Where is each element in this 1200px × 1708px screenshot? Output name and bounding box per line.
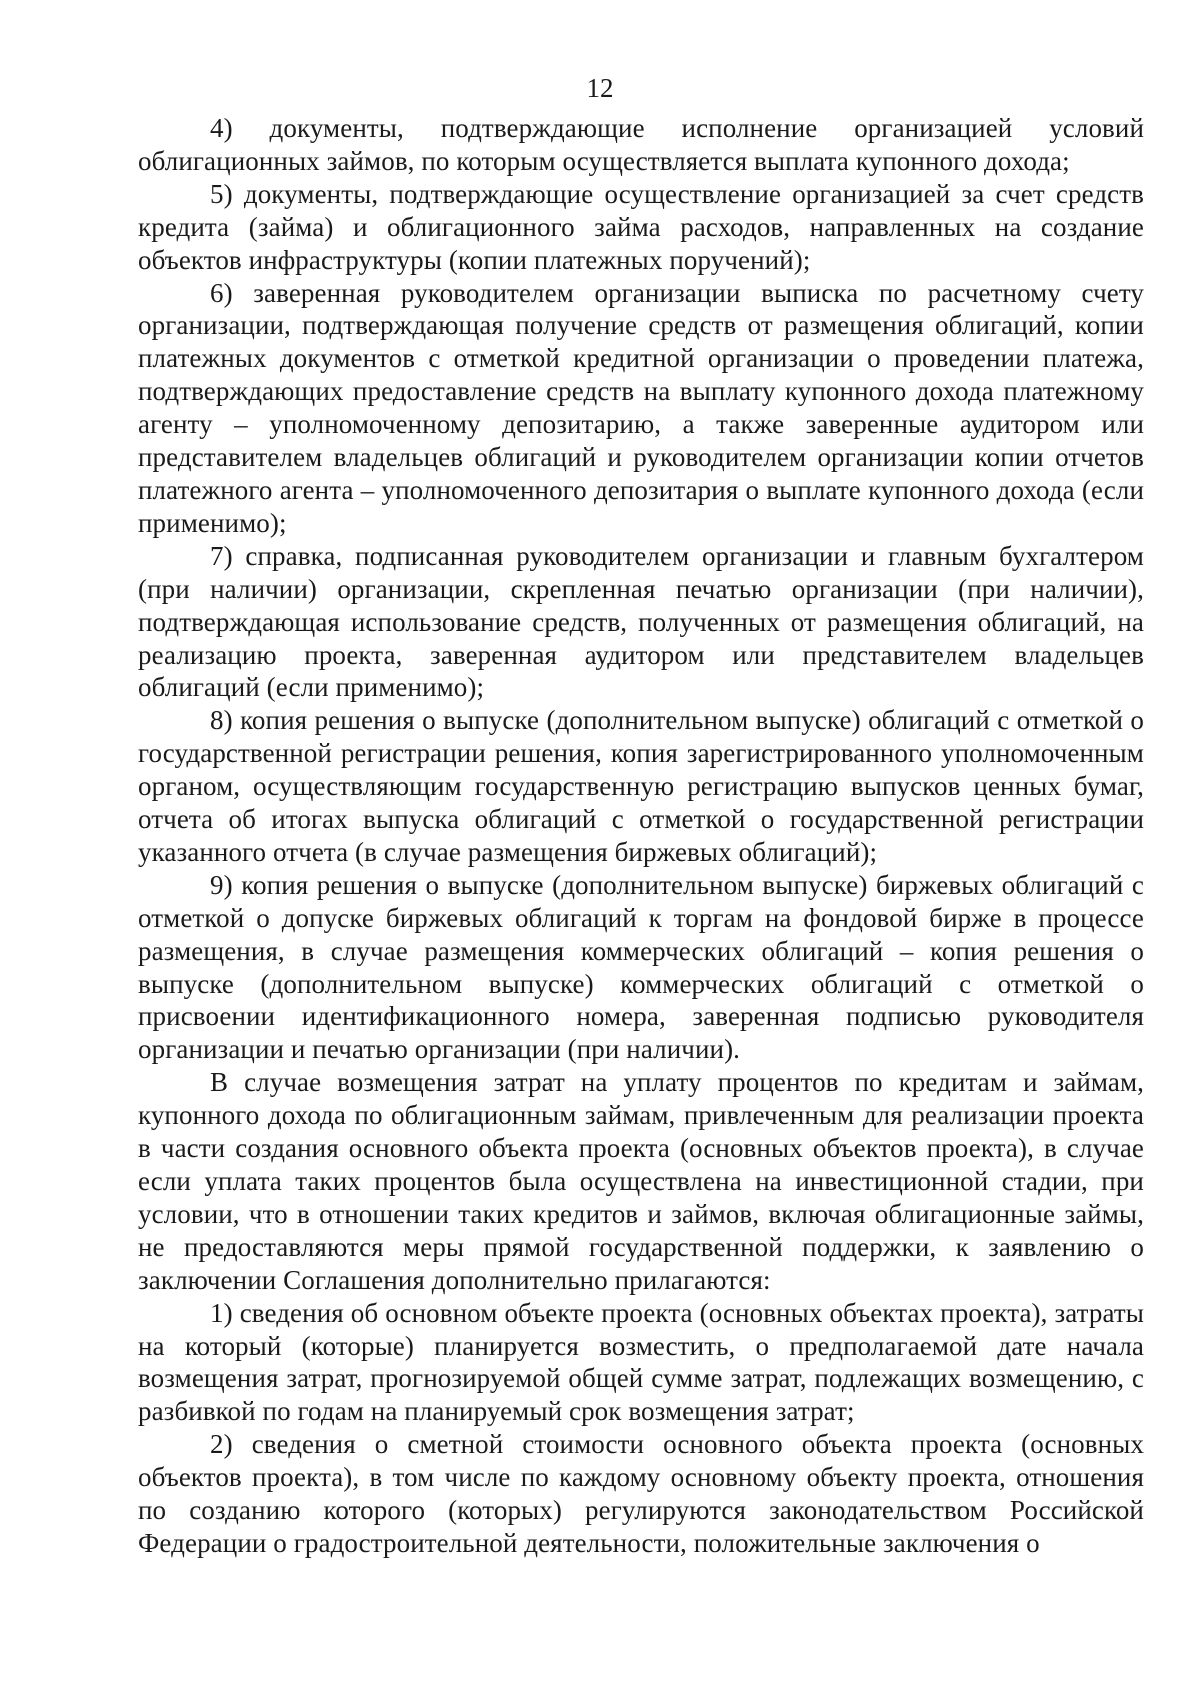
list-item-8: 8) копия решения о выпуске (дополнительном выпуске) облигаций с отметкой о государственной регистрации решения, копия зарегистрированного уполномоченным органом, осуществляющим государственную регистрацию выпусков ценных бумаг, отчета об итогах выпуска облигаций с отметкой о государственной регистрации указанного отчета (в случае размещения биржевых облигаций); [138,705,1144,867]
list-item-7: 7) справка, подписанная руководителем организации и главным бухгалтером (при наличии) организации, скрепленная печатью организации (при наличии), подтверждающая использование средств, полученных от размещения облигаций, на реализацию проекта, заверенная аудитором или представителем владельцев облигаций (если применимо); [138,540,1144,703]
list-item-5: 5) документы, подтверждающие осуществление организацией за счет средств кредита (займа) и облигационного займа расходов, направленных на создание объектов инфраструктуры (копии платежных поручений); [138,178,1144,275]
attachment-item-2: 2) сведения о сметной стоимости основного объекта проекта (основных объектов проекта), в том числе по каждому основному объекту проекта, отношения по созданию которого (которых) регулируются законодательством Российской Федерации о градостроительной деятельности, положительные заключения о [138,1429,1144,1558]
list-item-6: 6) заверенная руководителем организации выписка по расчетному счету организации, подтверждающая получение средств от размещения облигаций, копии платежных документов с отметкой кредитной организации о проведении платежа, подтверждающих предоставление средств на выплату купонного дохода платежному агенту – уполномоченному депозитарию, а также заверенные аудитором или представителем владельцев облигаций и руководителем организации копии отчетов платежного агента – уполномоченного депозитария о выплате купонного дохода (если применимо); [138,277,1144,538]
list-item-9: 9) копия решения о выпуске (дополнительном выпуске) биржевых облигаций с отметкой о допуске биржевых облигаций к торгам на фондовой бирже в процессе размещения, в случае размещения коммерческих облигаций – копия решения о выпуске (дополнительном выпуске) коммерческих облигаций с отметкой о присвоении идентификационного номера, заверенная подписью руководителя организации и печатью организации (при наличии). [138,869,1144,1065]
page-number: 12 [586,73,614,103]
cost-reimbursement-paragraph: В случае возмещения затрат на уплату процентов по кредитам и займам, купонного дохода по облигационным займам, привлеченным для реализации проекта в части создания основного объекта проекта (основных объектов проекта), в случае если уплата таких процентов была осуществлена на инвестиционной стадии, при условии, что в отношении таких кредитов и займов, включая облигационные займы, не предоставляются меры прямой государственной поддержки, к заявлению о заключении Соглашения дополнительно прилагаются: [138,1067,1144,1295]
list-item-4: 4) документы, подтверждающие исполнение организацией условий облигационных займов, по которым осуществляется выплата купонного дохода; [138,113,1144,176]
document-body [138,112,1144,1560]
attachment-item-1: 1) сведения об основном объекте проекта (основных объектах проекта), затраты на который (которые) планируется возместить, о предполагаемой дате начала возмещения затрат, прогнозируемой общей сумме затрат, подлежащих возмещению, с разбивкой по годам на планируемый срок возмещения затрат; [138,1297,1144,1427]
